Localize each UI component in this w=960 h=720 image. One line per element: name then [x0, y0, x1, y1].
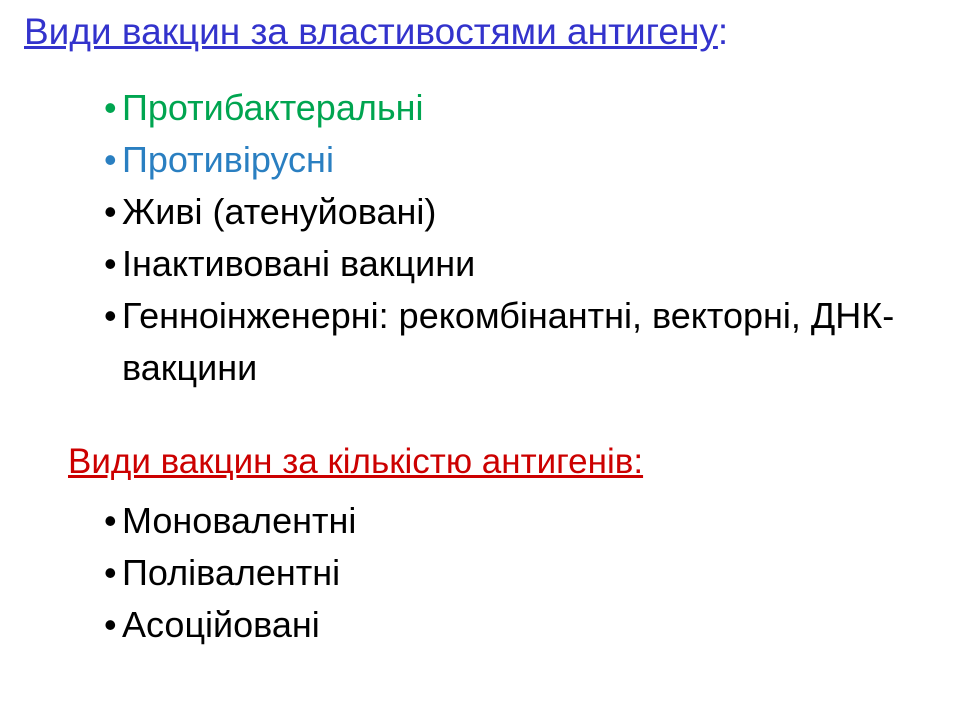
list-item	[104, 599, 924, 651]
list-item	[104, 82, 924, 134]
list-antigen-properties	[104, 82, 924, 394]
list-item-label: Інактивовані вакцини	[122, 243, 476, 284]
page-title-antigen-count: Види вакцин за кількістю антигенів:	[68, 442, 644, 481]
list-item	[104, 547, 924, 599]
bullet-icon: •	[104, 243, 117, 284]
list-item-label: Асоційовані	[122, 604, 320, 645]
list-item-label: Живі (атенуйовані)	[122, 191, 437, 232]
list-item	[104, 290, 924, 394]
bullet-icon: •	[104, 552, 117, 593]
bullet-icon: •	[104, 87, 117, 128]
list-item	[104, 238, 924, 290]
list-item-label: Полівалентні	[122, 552, 341, 593]
list-item	[104, 134, 924, 186]
bullet-icon: •	[104, 604, 117, 645]
bullet-icon: •	[104, 295, 117, 336]
page-title-antigen-properties-text: Види вакцин за властивостями антигену	[24, 11, 718, 52]
bullet-icon: •	[104, 139, 117, 180]
list-item-label: Протибактеральні	[122, 87, 424, 128]
list-item	[104, 186, 924, 238]
list-item	[104, 495, 924, 547]
bullet-icon: •	[104, 500, 117, 541]
page-title-antigen-properties	[24, 10, 728, 54]
list-antigen-count	[104, 495, 924, 651]
bullet-icon: •	[104, 191, 117, 232]
list-item-label: Противірусні	[122, 139, 334, 180]
page-title-antigen-properties-colon: :	[717, 11, 729, 52]
list-item-label: Моновалентні	[122, 500, 357, 541]
list-item-label: Генноінженерні: рекомбінантні, векторні, ДНК-вакцини	[122, 295, 895, 388]
